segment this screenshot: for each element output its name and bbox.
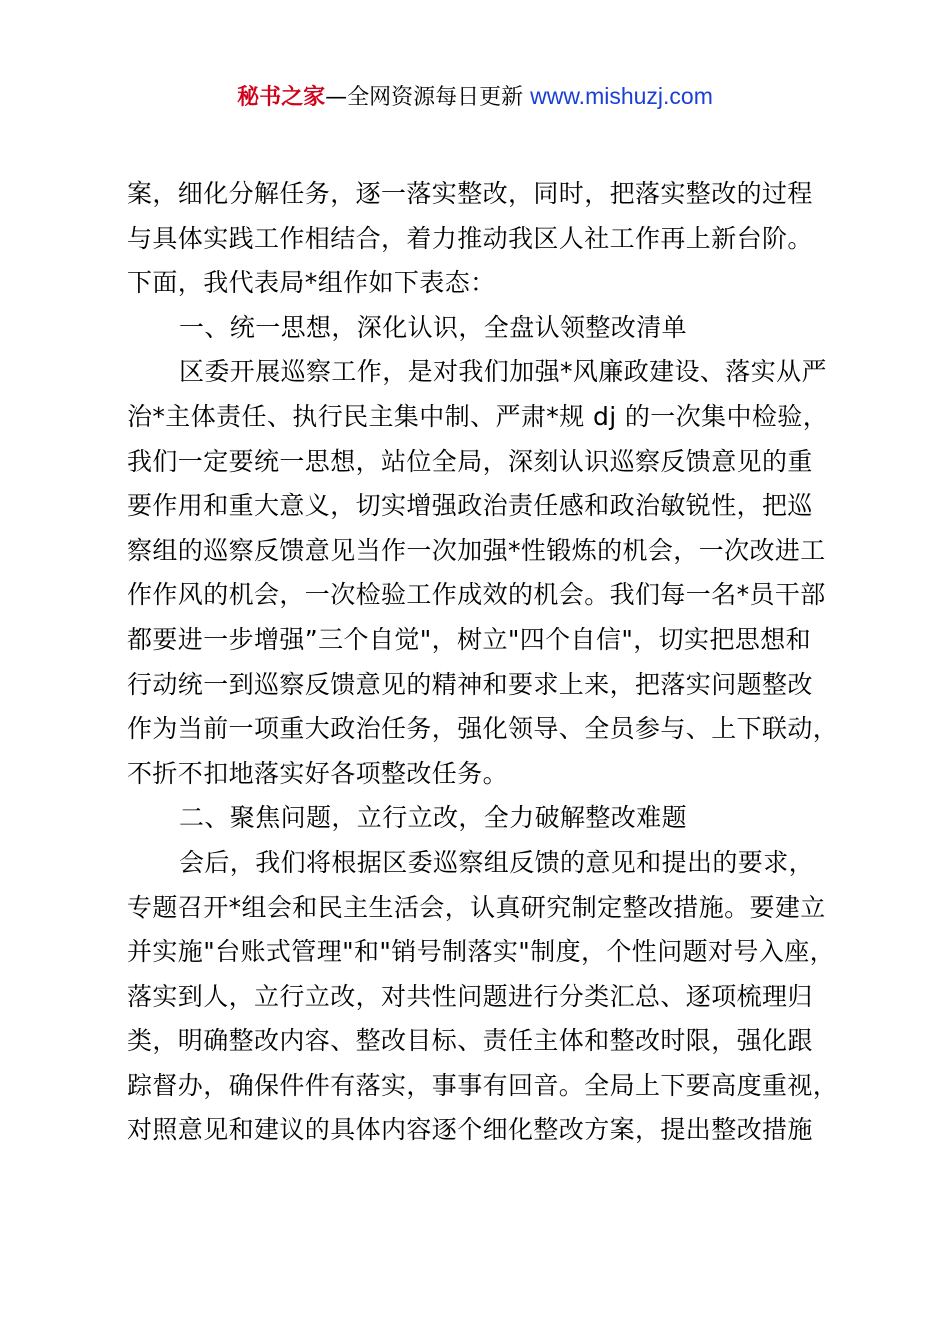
body-line: 专题召开*组会和民主生活会，认真研究制定整改措施。要建立 <box>127 892 826 922</box>
body-line: 踪督办，确保件件有落实，事事有回音。全局上下要高度重视， <box>127 1070 839 1100</box>
section-heading: 二、聚焦问题，立行立改，全力破解整改难题 <box>179 803 688 833</box>
body-line: 下面，我代表局*组作如下表态： <box>127 268 496 298</box>
body-line: 治*主体责任、执行民主集中制、严肃*规 dj 的一次集中检验， <box>127 401 829 431</box>
body-line: 案，细化分解任务，逐一落实整改，同时，把落实整改的过程 <box>127 179 813 208</box>
document-body <box>127 172 855 1153</box>
body-line: 作为当前一项重大政治任务，强化领导、全员参与、上下联动， <box>127 714 839 744</box>
body-line: 要作用和重大意义，切实增强政治责任感和政治敏锐性，把巡 <box>127 491 813 521</box>
page-header <box>0 80 950 114</box>
paragraph-first-line: 区委开展巡察工作，是对我们加强*风廉政建设、落实从严 <box>179 357 827 387</box>
body-line: 类，明确整改内容、整改目标、责任主体和整改时限，强化跟 <box>127 1026 813 1056</box>
site-url-link[interactable]: www.mishuzj.com <box>530 83 713 109</box>
brand-name: 秘书之家 <box>237 85 326 110</box>
body-line: 与具体实践工作相结合，着力推动我区人社工作再上新台阶。 <box>127 223 813 253</box>
body-line: 不折不扣地落实好各项整改任务。 <box>127 758 509 788</box>
body-line: 对照意见和建议的具体内容逐个细化整改方案，提出整改措施 <box>127 1115 813 1145</box>
body-line: 落实到人，立行立改，对共性问题进行分类汇总、逐项梳理归 <box>127 981 813 1011</box>
section-heading: 一、统一思想，深化认识，全盘认领整改清单 <box>179 312 688 342</box>
body-line: 并实施"台账式管理"和"销号制落实"制度，个性问题对号入座， <box>127 937 835 967</box>
header-tagline: —全网资源每日更新 <box>325 85 531 110</box>
paragraph-first-line: 会后，我们将根据区委巡察组反馈的意见和提出的要求， <box>179 847 815 877</box>
body-line: 察组的巡察反馈意见当作一次加强*性锻炼的机会，一次改进工 <box>127 535 826 565</box>
body-line: 我们一定要统一思想，站位全局，深刻认识巡察反馈意见的重 <box>127 446 813 476</box>
body-line: 作作风的机会，一次检验工作成效的机会。我们每一名*员干部 <box>127 580 826 610</box>
body-line: 都要进一步增强”三个自觉"，树立"四个自信"，切实把思想和 <box>127 624 812 654</box>
body-line: 行动统一到巡察反馈意见的精神和要求上来，把落实问题整改 <box>127 669 813 699</box>
